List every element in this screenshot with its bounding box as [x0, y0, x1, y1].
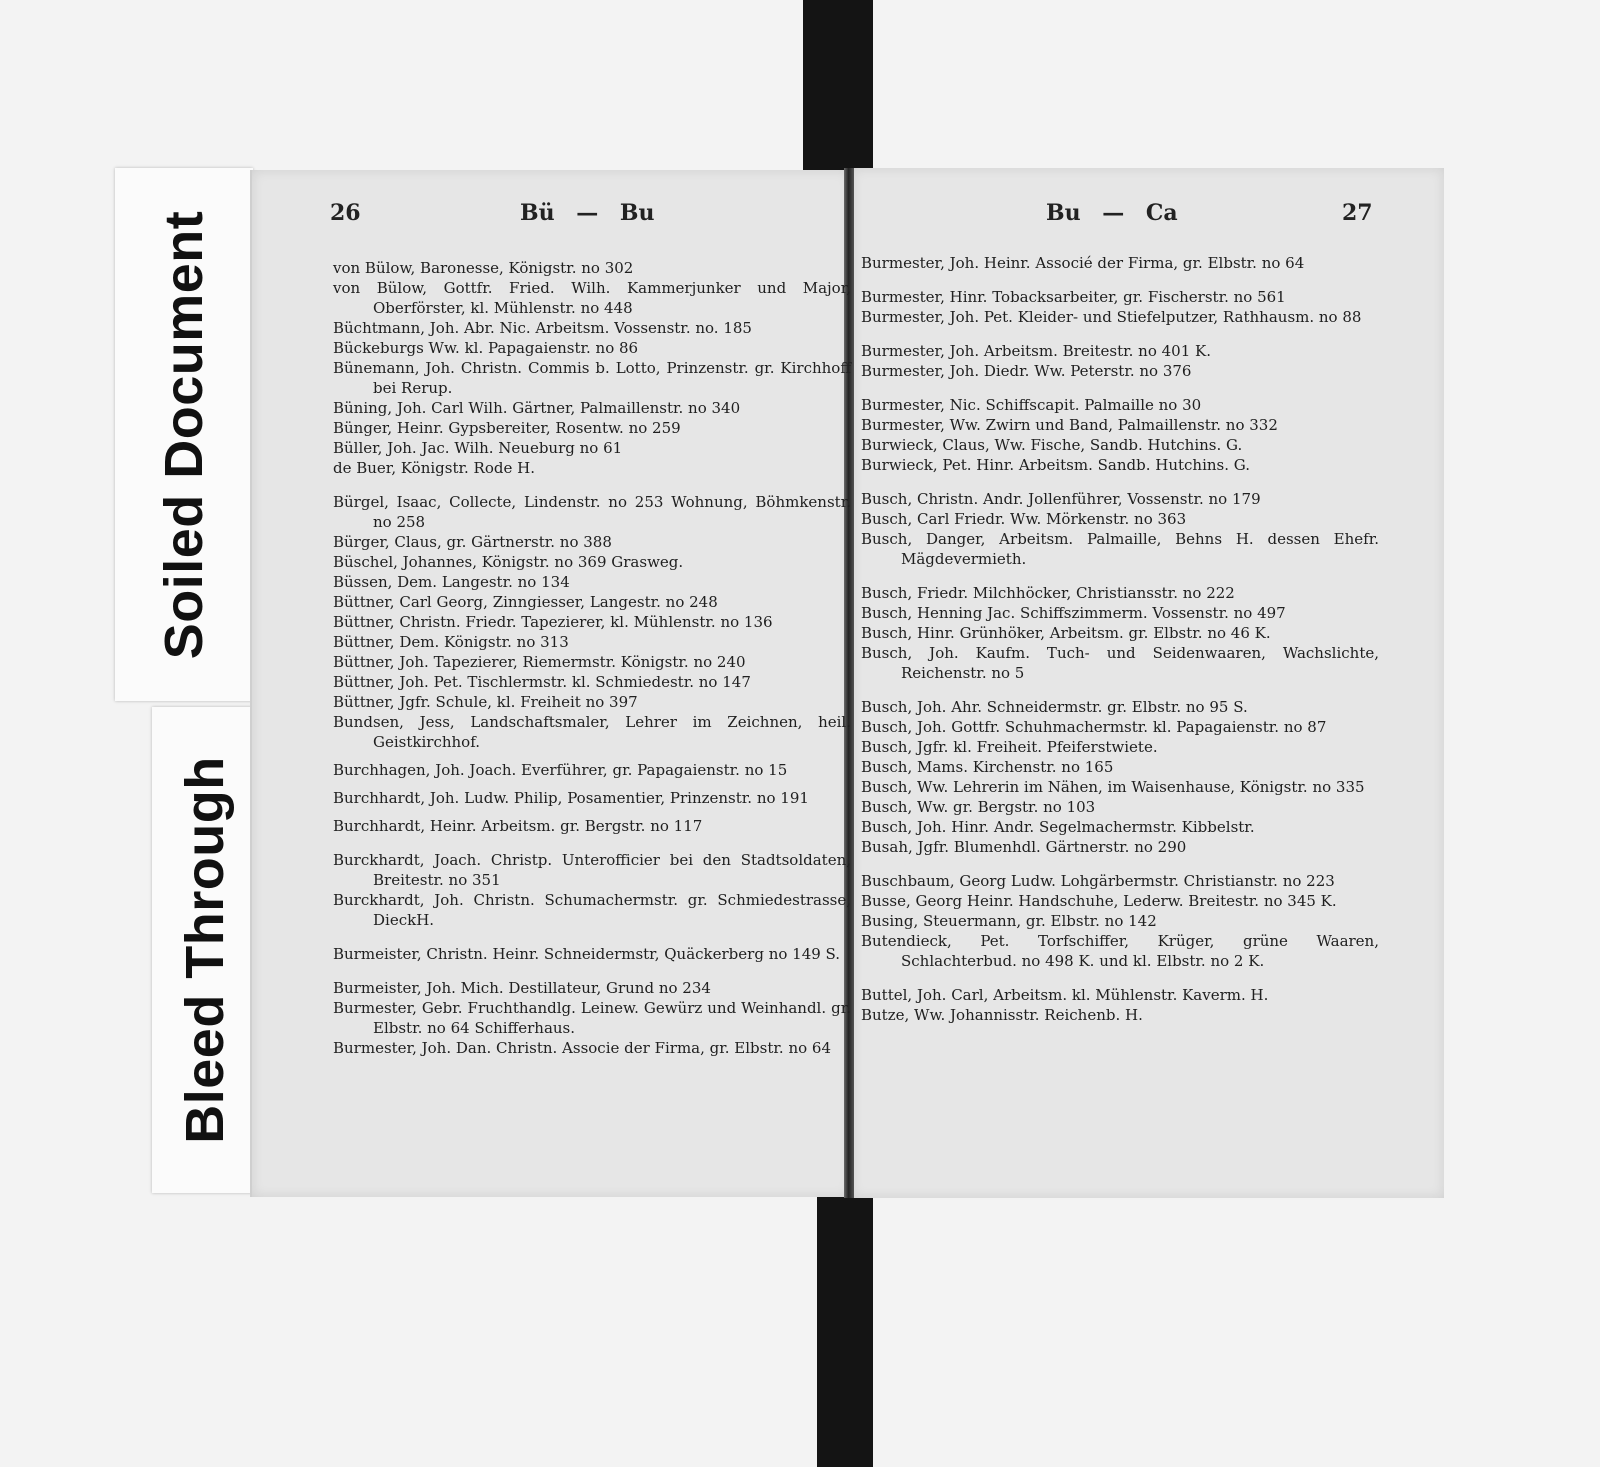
directory-entry: Büttner, Carl Georg, Zinngiesser, Langestr. no 248: [333, 593, 718, 611]
scanner-clip-bottom: [817, 1195, 873, 1467]
directory-entry: Busch, Hinr. Grünhöker, Arbeitsm. gr. Elbstr. no 46 K.: [861, 624, 1271, 642]
directory-entry: Burmester, Nic. Schiffscapit. Palmaille no 30: [861, 396, 1202, 414]
directory-entry: Busch, Joh. Ahr. Schneidermstr. gr. Elbstr. no 95 S.: [861, 698, 1248, 716]
directory-entry: Busch, Friedr. Milchhöcker, Christiansstr. no 222: [861, 584, 1235, 602]
soiled-document-label: [115, 168, 253, 701]
directory-entry: Busch, Ww. Lehrerin im Nähen, im Waisenhause, Königstr. no 335: [861, 778, 1365, 796]
directory-entry: Bürger, Claus, gr. Gärtnerstr. no 388: [333, 533, 612, 551]
directory-entry: Bünemann, Joh. Christn. Commis b. Lotto, Prinzenstr. gr. Kirchhoff bei Rerup.: [333, 359, 851, 397]
directory-entry: Büttner, Christn. Friedr. Tapezierer, kl. Mühlenstr. no 136: [333, 613, 773, 631]
directory-entry: Büttner, Joh. Tapezierer, Riemermstr. Königstr. no 240: [333, 653, 746, 671]
directory-entry: Bürgel, Isaac, Collecte, Lindenstr. no 253 Wohnung, Böhmkenstr. no 258: [333, 493, 851, 531]
directory-entry: Busch, Mams. Kirchenstr. no 165: [861, 758, 1114, 776]
directory-entry: Büttner, Jgfr. Schule, kl. Freiheit no 397: [333, 693, 638, 711]
directory-entry: Büttner, Dem. Königstr. no 313: [333, 633, 569, 651]
directory-entry: Büschel, Johannes, Königstr. no 369 Grasweg.: [333, 553, 684, 571]
right-directory-column: [861, 253, 1379, 1025]
left-directory-column: [333, 258, 851, 1058]
directory-entry: Busch, Joh. Hinr. Andr. Segelmachermstr. Kibbelstr.: [861, 818, 1255, 836]
directory-entry: von Bülow, Gottfr. Fried. Wilh. Kammerjunker und Major, Oberförster, kl. Mühlenstr. no 448: [333, 279, 851, 317]
directory-entry: Busch, Christn. Andr. Jollenführer, Vossenstr. no 179: [861, 490, 1261, 508]
scanner-clip-top: [803, 0, 873, 176]
directory-entry: Burmester, Joh. Diedr. Ww. Peterstr. no 376: [861, 362, 1192, 380]
directory-entry: von Bülow, Baronesse, Königstr. no 302: [333, 259, 634, 277]
directory-entry: Busch, Henning Jac. Schiffszimmerm. Vossenstr. no 497: [861, 604, 1286, 622]
directory-entry: Büchtmann, Joh. Abr. Nic. Arbeitsm. Vossenstr. no. 185: [333, 319, 752, 337]
directory-entry: Butze, Ww. Johannisstr. Reichenb. H.: [861, 1006, 1143, 1024]
directory-entry: Büttner, Joh. Pet. Tischlermstr. kl. Schmiedestr. no 147: [333, 673, 751, 691]
directory-entry: Buschbaum, Georg Ludw. Lohgärbermstr. Christianstr. no 223: [861, 872, 1335, 890]
directory-entry: Burmeister, Joh. Mich. Destillateur, Grund no 234: [333, 979, 711, 997]
directory-entry: Busse, Georg Heinr. Handschuhe, Lederw. Breitestr. no 345 K.: [861, 892, 1337, 910]
directory-entry: Bückeburgs Ww. kl. Papagaienstr. no 86: [333, 339, 639, 357]
directory-entry: Busah, Jgfr. Blumenhdl. Gärtnerstr. no 290: [861, 838, 1187, 856]
directory-entry: Burmester, Joh. Pet. Kleider- und Stiefelputzer, Rathhausm. no 88: [861, 308, 1362, 326]
soiled-document-text: Soiled Document: [154, 210, 214, 659]
directory-entry: Bundsen, Jess, Landschaftsmaler, Lehrer im Zeichnen, heil. Geistkirchhof.: [333, 713, 851, 751]
directory-entry: Burmeister, Christn. Heinr. Schneidermstr, Quäckerberg no 149 S.: [333, 945, 841, 963]
directory-entry: Burmester, Ww. Zwirn und Band, Palmaillenstr. no 332: [861, 416, 1278, 434]
directory-entry: Burwieck, Pet. Hinr. Arbeitsm. Sandb. Hutchins. G.: [861, 456, 1250, 474]
directory-entry: Busing, Steuermann, gr. Elbstr. no 142: [861, 912, 1157, 930]
directory-entry: Busch, Jgfr. kl. Freiheit. Pfeiferstwiete.: [861, 738, 1158, 756]
directory-entry: Büning, Joh. Carl Wilh. Gärtner, Palmaillenstr. no 340: [333, 399, 741, 417]
directory-entry: Burmester, Joh. Arbeitsm. Breitestr. no 401 K.: [861, 342, 1212, 360]
directory-entry: Butendieck, Pet. Torfschiffer, Krüger, grüne Waaren, Schlachterbud. no 498 K. und kl. Elbstr. no 2 K.: [861, 932, 1379, 970]
left-page-number: 26: [330, 200, 361, 226]
left-running-head: Bü — Bu: [520, 200, 655, 226]
directory-entry: Busch, Carl Friedr. Ww. Mörkenstr. no 363: [861, 510, 1187, 528]
directory-entry: Busch, Joh. Kaufm. Tuch- und Seidenwaaren, Wachslichte, Reichenstr. no 5: [861, 644, 1379, 682]
directory-entry: Busch, Joh. Gottfr. Schuhmachermstr. kl. Papagaienstr. no 87: [861, 718, 1327, 736]
directory-entry: Bünger, Heinr. Gypsbereiter, Rosentw. no 259: [333, 419, 681, 437]
directory-entry: Büller, Joh. Jac. Wilh. Neueburg no 61: [333, 439, 623, 457]
directory-entry: Burmester, Hinr. Tobacksarbeiter, gr. Fischerstr. no 561: [861, 288, 1286, 306]
directory-entry: Burmester, Joh. Dan. Christn. Associe der Firma, gr. Elbstr. no 64: [333, 1039, 831, 1057]
directory-entry: Burmester, Joh. Heinr. Associé der Firma, gr. Elbstr. no 64: [861, 254, 1305, 272]
right-running-head: Bu — Ca: [1046, 200, 1178, 226]
directory-entry: Busch, Ww. gr. Bergstr. no 103: [861, 798, 1096, 816]
directory-entry: Burchhardt, Heinr. Arbeitsm. gr. Bergstr. no 117: [333, 817, 703, 835]
directory-entry: de Buer, Königstr. Rode H.: [333, 459, 535, 477]
right-page-number: 27: [1342, 200, 1373, 226]
bleed-through-text: Bleed Through: [175, 756, 235, 1144]
directory-entry: Büssen, Dem. Langestr. no 134: [333, 573, 570, 591]
directory-entry: Burckhardt, Joach. Christp. Unterofficier bei den Stadtsoldaten, Breitestr. no 351: [333, 851, 851, 889]
directory-entry: Burchhardt, Joh. Ludw. Philip, Posamentier, Prinzenstr. no 191: [333, 789, 809, 807]
directory-entry: Burchhagen, Joh. Joach. Everführer, gr. Papagaienstr. no 15: [333, 761, 788, 779]
directory-entry: Busch, Danger, Arbeitsm. Palmaille, Behns H. dessen Ehefr. Mägdevermieth.: [861, 530, 1379, 568]
directory-entry: Buttel, Joh. Carl, Arbeitsm. kl. Mühlenstr. Kaverm. H.: [861, 986, 1269, 1004]
directory-entry: Burwieck, Claus, Ww. Fische, Sandb. Hutchins. G.: [861, 436, 1243, 454]
directory-entry: Burckhardt, Joh. Christn. Schumachermstr. gr. Schmiedestrasse, DieckH.: [333, 891, 851, 929]
directory-entry: Burmester, Gebr. Fruchthandlg. Leinew. Gewürz und Weinhandl. gr. Elbstr. no 64 Schifferhaus.: [333, 999, 851, 1037]
bleed-through-label: [152, 707, 258, 1193]
